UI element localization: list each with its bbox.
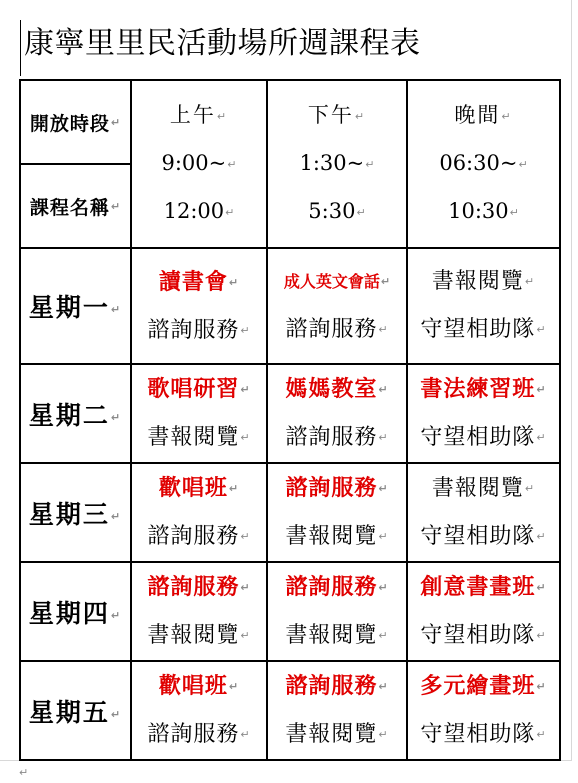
paragraph-mark: ↵ — [536, 383, 547, 396]
period-afternoon[interactable] — [267, 80, 407, 248]
course-cell[interactable] — [267, 661, 407, 760]
paragraph-mark: ↵ — [524, 275, 536, 288]
paragraph-mark: ↵ — [110, 509, 123, 523]
day-label-cell[interactable] — [20, 661, 131, 760]
course-primary: 成人英文會話↵ — [283, 271, 391, 291]
paragraph-mark: ↵ — [536, 629, 547, 642]
paragraph-mark: ↵ — [378, 680, 389, 693]
paragraph-mark: ↵ — [240, 629, 251, 642]
period-label: 晚間↵ — [454, 103, 513, 127]
paragraph-mark: ↵ — [536, 728, 547, 741]
course-cell[interactable] — [407, 364, 560, 463]
course-cell[interactable] — [267, 562, 407, 661]
paragraph-mark: ↵ — [378, 728, 389, 741]
course-cell[interactable] — [131, 364, 267, 463]
paragraph-mark: ↵ — [380, 275, 391, 289]
course-secondary: 諮詢服務↵ — [147, 317, 251, 343]
day-label-cell[interactable] — [20, 248, 131, 364]
day-row[interactable] — [20, 463, 560, 562]
course-secondary: 諮詢服務↵ — [285, 317, 389, 343]
header-row[interactable] — [20, 80, 560, 248]
course-secondary: 書報閱覽↵ — [147, 623, 251, 648]
course-secondary: 守望相助隊↵ — [420, 722, 547, 747]
paragraph-mark: ↵ — [365, 158, 375, 171]
course-cell[interactable] — [131, 463, 267, 562]
period-start: 06:30~↵ — [439, 151, 528, 175]
course-secondary: 守望相助隊↵ — [420, 317, 547, 342]
period-start: 9:00~↵ — [161, 151, 237, 175]
paragraph-mark: ↵ — [19, 766, 29, 779]
paragraph-mark: ↵ — [110, 115, 122, 129]
course-primary: 歌唱研習↵ — [147, 376, 251, 402]
period-evening[interactable] — [407, 80, 560, 248]
period-label: 下午↵ — [307, 103, 367, 127]
paragraph-mark: ↵ — [240, 530, 251, 543]
course-cell[interactable] — [407, 661, 560, 760]
day-label-cell[interactable] — [20, 562, 131, 661]
paragraph-mark: ↵ — [378, 581, 389, 594]
paragraph-mark: ↵ — [240, 728, 251, 741]
day-label-cell[interactable] — [20, 463, 131, 562]
period-morning[interactable] — [131, 80, 267, 248]
course-secondary: 書報閱覽↵ — [285, 623, 389, 648]
course-primary: 諮詢服務↵ — [285, 574, 389, 600]
paragraph-mark: ↵ — [518, 158, 528, 171]
paragraph-mark: ↵ — [216, 110, 229, 123]
course-primary: 歡唱班↵ — [158, 475, 240, 501]
header-split-cell[interactable] — [20, 80, 131, 248]
period-end: 12:00↵ — [163, 199, 235, 223]
paragraph-mark: ↵ — [356, 206, 366, 219]
paragraph-mark: ↵ — [225, 206, 235, 219]
paragraph-mark: ↵ — [509, 206, 519, 219]
course-primary: 諮詢服務↵ — [147, 574, 251, 600]
text-cursor — [20, 20, 21, 76]
day-label-cell[interactable] — [20, 364, 131, 463]
day-label: 星期一 — [28, 293, 110, 322]
day-row[interactable] — [20, 364, 560, 463]
course-secondary: 守望相助隊↵ — [420, 425, 547, 450]
course-cell[interactable] — [407, 463, 560, 562]
paragraph-mark: ↵ — [378, 482, 389, 495]
course-primary: 書報閱覽↵ — [431, 475, 536, 501]
course-primary: 諮詢服務↵ — [285, 475, 389, 501]
course-secondary: 書報閱覽↵ — [285, 524, 389, 549]
course-secondary: 書報閱覽↵ — [147, 425, 251, 450]
course-secondary: 守望相助隊↵ — [420, 523, 547, 549]
paragraph-mark: ↵ — [536, 581, 547, 594]
paragraph-mark: ↵ — [110, 199, 122, 213]
course-secondary: 書報閱覽↵ — [285, 722, 389, 747]
paragraph-mark: ↵ — [240, 323, 251, 337]
course-cell[interactable] — [267, 248, 407, 364]
course-name-header: 課程名稱 ↵ — [29, 196, 122, 219]
course-primary: 書法練習班↵ — [420, 376, 547, 402]
period-label: 上午↵ — [169, 103, 229, 127]
course-primary: 歡唱班↵ — [158, 673, 240, 699]
day-label: 星期三 — [28, 499, 110, 529]
course-primary: 創意書畫班↵ — [420, 574, 547, 600]
period-start: 1:30~↵ — [299, 151, 375, 175]
paragraph-mark: ↵ — [378, 629, 389, 642]
paragraph-mark: ↵ — [110, 303, 123, 316]
period-end: 10:30↵ — [448, 199, 519, 223]
day-row[interactable] — [20, 562, 560, 661]
paragraph-mark: ↵ — [227, 158, 237, 171]
page-title[interactable] — [24, 22, 421, 66]
paragraph-mark: ↵ — [110, 410, 123, 424]
title-text[interactable]: 康寧里里民活動場所週課程表 — [24, 26, 421, 61]
paragraph-mark: ↵ — [536, 431, 547, 444]
course-cell[interactable] — [131, 661, 267, 760]
period-end: 5:30↵ — [308, 199, 366, 223]
course-cell[interactable] — [267, 463, 407, 562]
paragraph-mark: ↵ — [240, 431, 251, 444]
course-cell[interactable] — [131, 562, 267, 661]
course-secondary: 諮詢服務↵ — [147, 722, 251, 747]
course-primary: 媽媽教室↵ — [285, 376, 389, 402]
paragraph-mark: ↵ — [240, 581, 251, 594]
course-cell[interactable] — [407, 562, 560, 661]
paragraph-mark: ↵ — [228, 680, 240, 693]
course-cell[interactable] — [267, 364, 407, 463]
course-secondary: 守望相助隊↵ — [420, 623, 547, 648]
paragraph-mark: ↵ — [110, 707, 123, 721]
paragraph-mark: ↵ — [110, 608, 123, 622]
course-secondary: 諮詢服務↵ — [147, 524, 251, 549]
paragraph-mark: ↵ — [536, 680, 547, 693]
open-period-header: 開放時段 ↵ — [21, 81, 130, 165]
day-label: 星期四 — [28, 598, 110, 628]
paragraph-mark: ↵ — [501, 110, 513, 123]
paragraph-mark: ↵ — [240, 383, 251, 396]
paragraph-mark: ↵ — [228, 482, 240, 495]
course-cell[interactable] — [407, 248, 560, 364]
paragraph-mark: ↵ — [354, 110, 367, 123]
course-cell[interactable] — [131, 248, 267, 364]
day-label: 星期二 — [28, 400, 110, 430]
paragraph-mark: ↵ — [524, 481, 536, 495]
course-primary: 諮詢服務↵ — [285, 673, 389, 699]
course-primary: 讀書會↵ — [158, 268, 240, 295]
paragraph-mark: ↵ — [378, 383, 389, 396]
paragraph-mark: ↵ — [536, 529, 547, 543]
paragraph-mark: ↵ — [378, 431, 389, 444]
paragraph-mark: ↵ — [378, 323, 389, 337]
course-primary: 書報閱覽↵ — [431, 269, 536, 294]
course-secondary: 諮詢服務↵ — [285, 425, 389, 450]
paragraph-mark: ↵ — [228, 275, 240, 289]
weekly-schedule-table[interactable] — [19, 79, 561, 761]
course-primary: 多元繪畫班↵ — [420, 673, 547, 699]
paragraph-mark: ↵ — [378, 530, 389, 543]
day-row[interactable] — [20, 661, 560, 760]
day-row[interactable] — [20, 248, 560, 364]
day-label: 星期五 — [28, 697, 110, 727]
paragraph-mark: ↵ — [536, 323, 547, 336]
